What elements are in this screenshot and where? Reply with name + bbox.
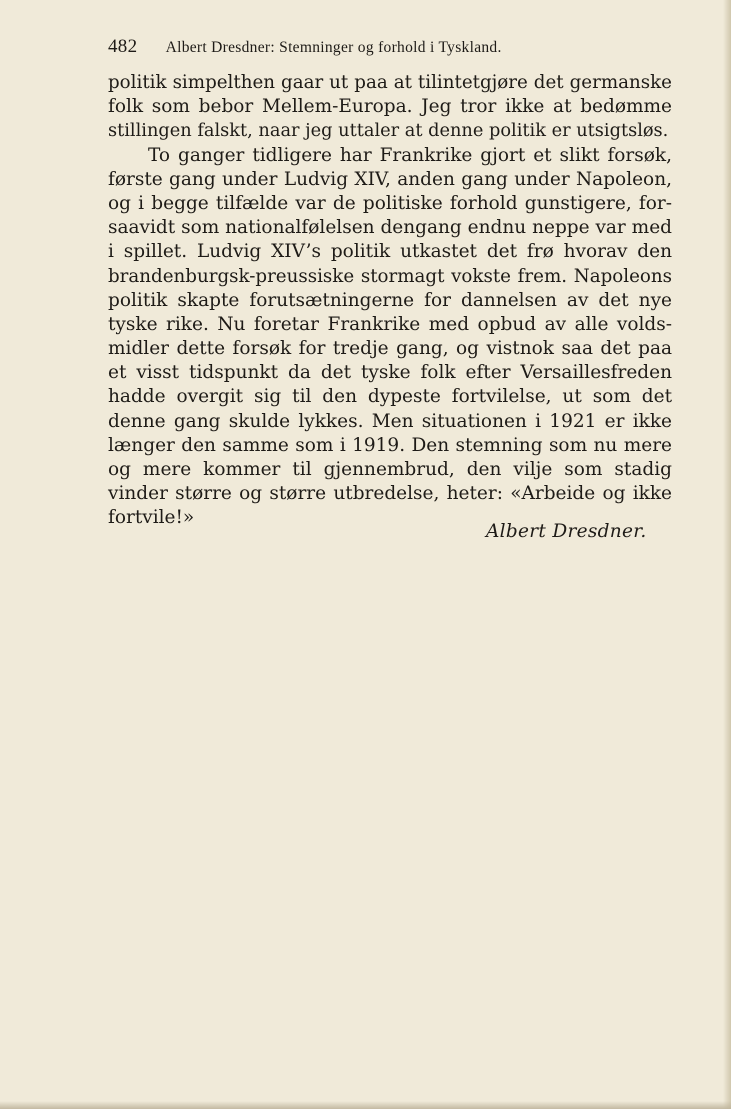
text-line: første gang under Ludvig XIV, anden gang under Napoleon, xyxy=(108,168,672,190)
text-line: fortvile!» xyxy=(108,507,195,529)
paragraph-start-line: To ganger tidligere har Frankrike gjort et slikt forsøk, xyxy=(148,144,672,166)
text-line: stillingen falskt, naar jeg uttaler at denne politik er utsigtsløs. xyxy=(108,121,669,142)
text-line: folk som bebor Mellem-Europa. Jeg tror ikke at bedømme xyxy=(108,96,672,118)
text-line: politik simpelthen gaar ut paa at tilintetgjøre det germanske xyxy=(108,72,672,93)
text-line: politik skapte forutsætningerne for dannelsen av det nye xyxy=(108,289,672,311)
page-bottom-edge xyxy=(0,1101,731,1109)
text-line: og i begge tilfælde var de politiske forhold gunstigere, for- xyxy=(108,192,672,214)
text-line: denne gang skulde lykkes. Men situationen i 1921 er ikke xyxy=(108,410,672,432)
text-line: saavidt som nationalfølelsen dengang endnu neppe var med xyxy=(108,217,672,239)
text-line: midler dette forsøk for tredje gang, og vistnok saa det paa xyxy=(108,338,672,360)
text-line: og mere kommer til gjennembrud, den vilje som stadig xyxy=(108,459,672,480)
page-number: 482 xyxy=(108,36,138,57)
text-line: vinder større og større utbredelse, heter: «Arbeide og ikke xyxy=(108,483,672,505)
text-line: brandenburgsk-preussiske stormagt vokste frem. Napoleons xyxy=(108,265,672,287)
text-line: i spillet. Ludvig XIV’s politik utkastet det frø hvorav den xyxy=(108,241,672,263)
text-line: hadde overgit sig til den dypeste fortvilelse, ut som det xyxy=(108,386,672,408)
running-title: Albert Dresdner: Stemninger og forhold i Tyskland. xyxy=(165,39,502,56)
running-head xyxy=(108,36,628,60)
text-line: et visst tidspunkt da det tyske folk efter Versaillesfreden xyxy=(108,362,672,384)
page-edge xyxy=(723,0,731,1109)
text-line: tyske rike. Nu foretar Frankrike med opbud av alle volds- xyxy=(108,313,672,335)
text-line: længer den samme som i 1919. Den stemning som nu mere xyxy=(108,434,672,456)
article-body xyxy=(108,71,672,531)
author-signature: Albert Dresdner. xyxy=(486,521,647,542)
